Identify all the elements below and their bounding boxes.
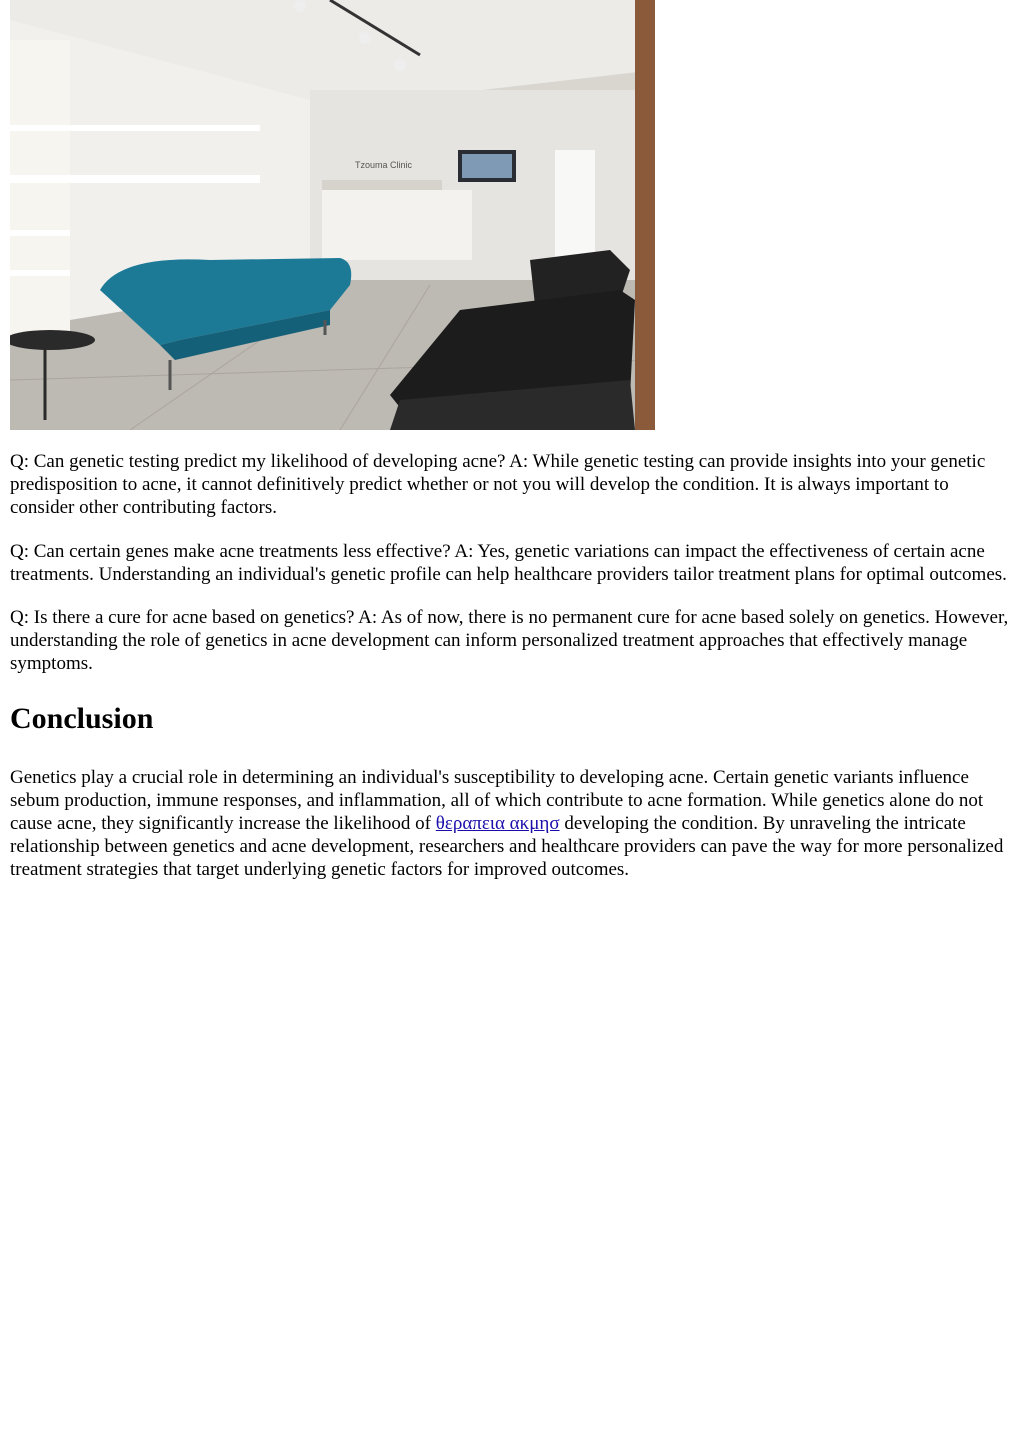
- clinic-sign: Tzouma Clinic: [355, 160, 413, 170]
- faq-item-1: Q: Can genetic testing predict my likelihood of developing acne? A: While genetic testing can provide insights into your genetic predisposition to acne, it cannot definitively predict whether or not you will develop the condition. It is always important to consider other contributing factors.: [10, 451, 986, 519]
- article-body: [10, 450, 1015, 902]
- faq-item-2: Q: Can certain genes make acne treatments less effective? A: Yes, genetic variations can impact the effectiveness of certain acne treatments. Understanding an individual's genetic profile can help healthcare providers tailor treatment plans for optimal outcomes.: [10, 540, 1007, 585]
- conclusion-paragraph: [10, 766, 1015, 882]
- clinic-photo: [10, 0, 655, 430]
- conclusion-text-before: Genetics play a crucial role in determining an individual's susceptibility to developing acne. Certain genetic variants influence sebum production, immune responses, and inflammation, all of which contribute to acne formation. While genetics alone do not cause acne, they significantly increase the likelihood of: [10, 766, 984, 835]
- conclusion-heading: Conclusion: [10, 701, 154, 735]
- conclusion-text-after: developing the condition. By unraveling the intricate relationship between genetics and acne development, researchers and healthcare providers can pave the way for more personalized treatment strategies that target underlying genetic factors for improved outcomes.: [10, 813, 1004, 881]
- acne-treatment-link[interactable]: θεραπεια ακμησ: [435, 813, 560, 835]
- faq-item-3: Q: Is there a cure for acne based on genetics? A: As of now, there is no permanent cure for acne based solely on genetics. However, understanding the role of genetics in acne development can inform personalized treatment approaches that effectively manage symptoms.: [10, 607, 1009, 675]
